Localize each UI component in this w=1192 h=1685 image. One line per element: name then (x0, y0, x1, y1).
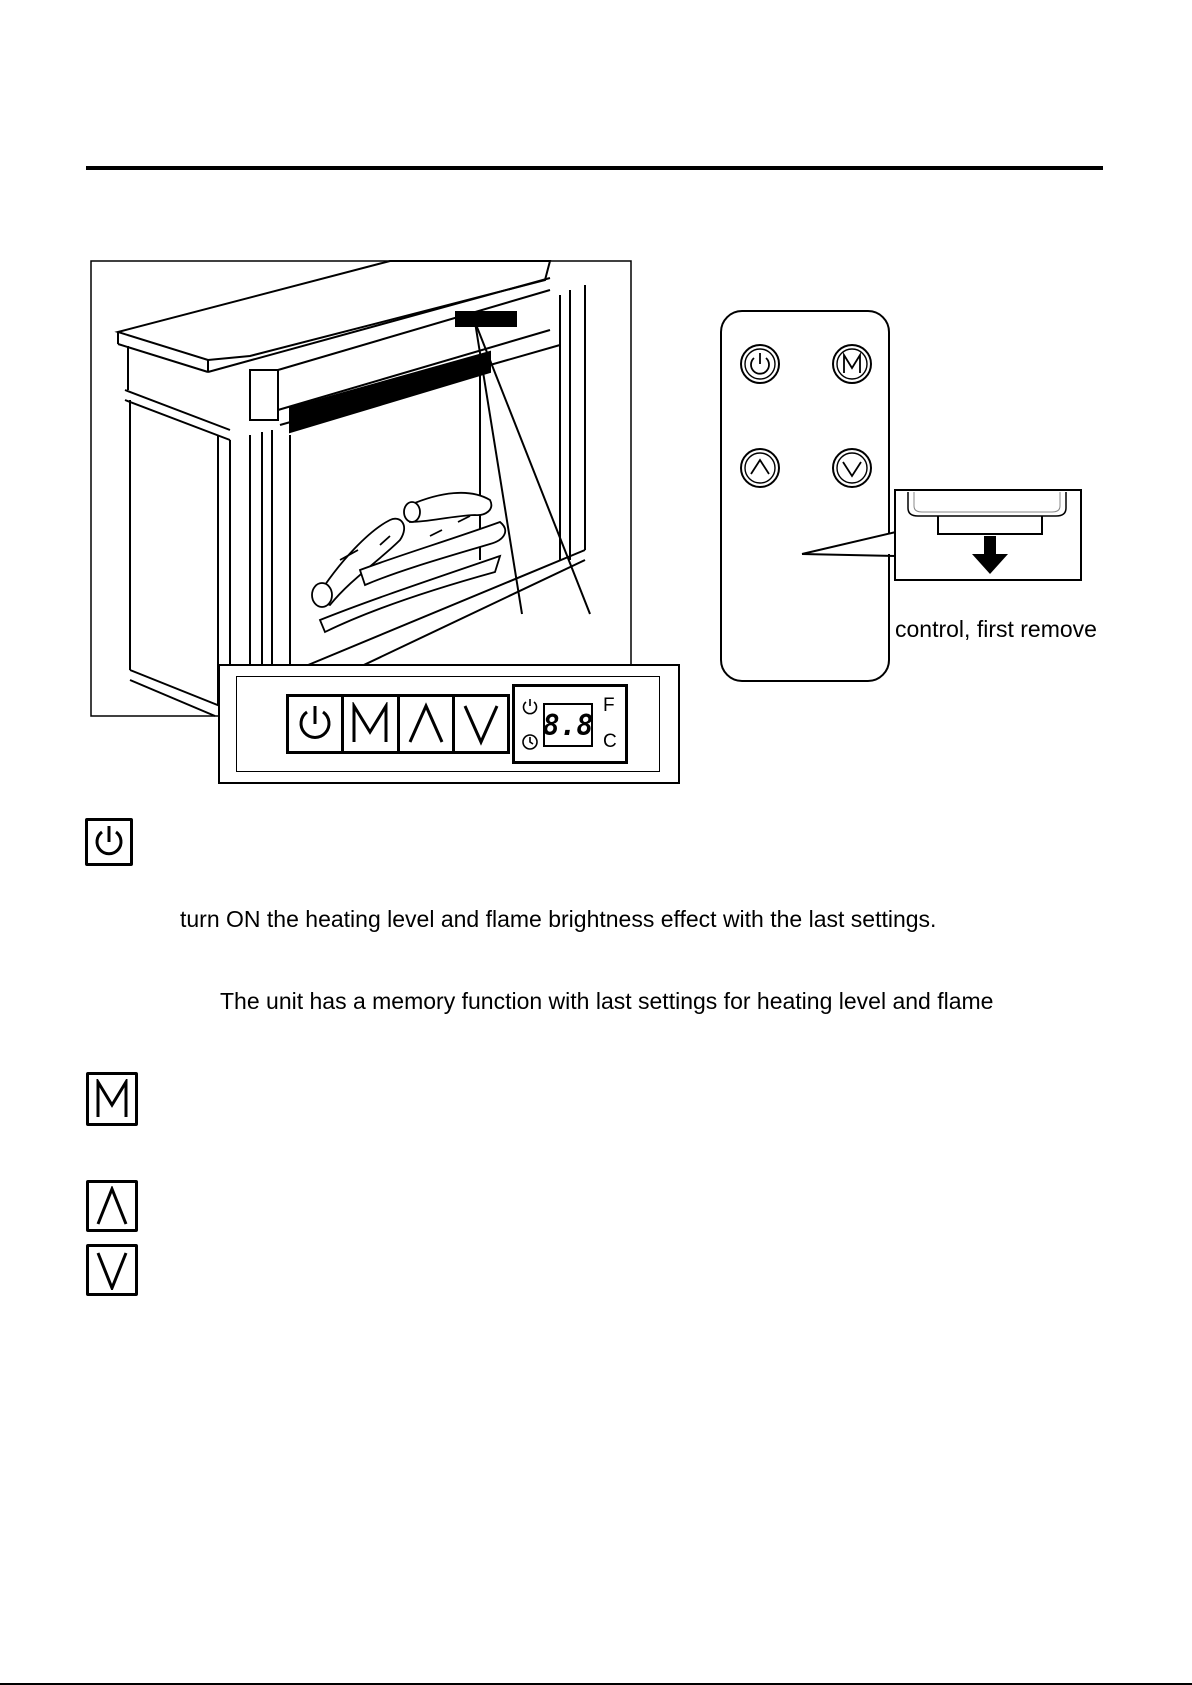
power-icon (92, 824, 126, 860)
remote-caption: control, first remove (895, 616, 1097, 642)
panel-button-row (286, 694, 510, 754)
remote-power-button[interactable] (738, 342, 782, 386)
timer-indicator-icon (521, 733, 539, 751)
down-arrow-icon (461, 702, 501, 746)
unit-celsius: C (603, 731, 617, 752)
legend-down-icon (86, 1244, 138, 1296)
down-arrow-icon (94, 1250, 130, 1290)
control-panel-callout (218, 664, 680, 784)
power-icon (295, 702, 335, 746)
panel-display (512, 684, 628, 764)
legend-up-icon (86, 1180, 138, 1232)
panel-mode-button[interactable] (344, 697, 399, 751)
mode-m-icon (350, 702, 390, 746)
mode-m-icon (94, 1079, 130, 1119)
panel-power-button[interactable] (289, 697, 344, 751)
up-arrow-icon (406, 702, 446, 746)
memory-note-text: The unit has a memory function with last settings for heating level and flame (220, 988, 994, 1014)
legend-mode-icon (86, 1072, 138, 1126)
battery-cover-callout (800, 488, 1090, 584)
panel-down-button[interactable] (455, 697, 507, 751)
remote-down-button[interactable] (830, 446, 874, 490)
header-rule (86, 166, 1103, 170)
panel-up-button[interactable] (400, 697, 455, 751)
remote-mode-button[interactable] (830, 342, 874, 386)
remote-up-button[interactable] (738, 446, 782, 490)
up-arrow-icon (94, 1186, 130, 1226)
digit-readout: 8.8 (543, 703, 593, 747)
legend-power-icon (85, 818, 133, 866)
unit-fahrenheit: F (603, 695, 615, 716)
power-indicator-icon (521, 697, 539, 715)
power-instruction-text: turn ON the heating level and flame brightness effect with the last settings. (180, 906, 937, 932)
